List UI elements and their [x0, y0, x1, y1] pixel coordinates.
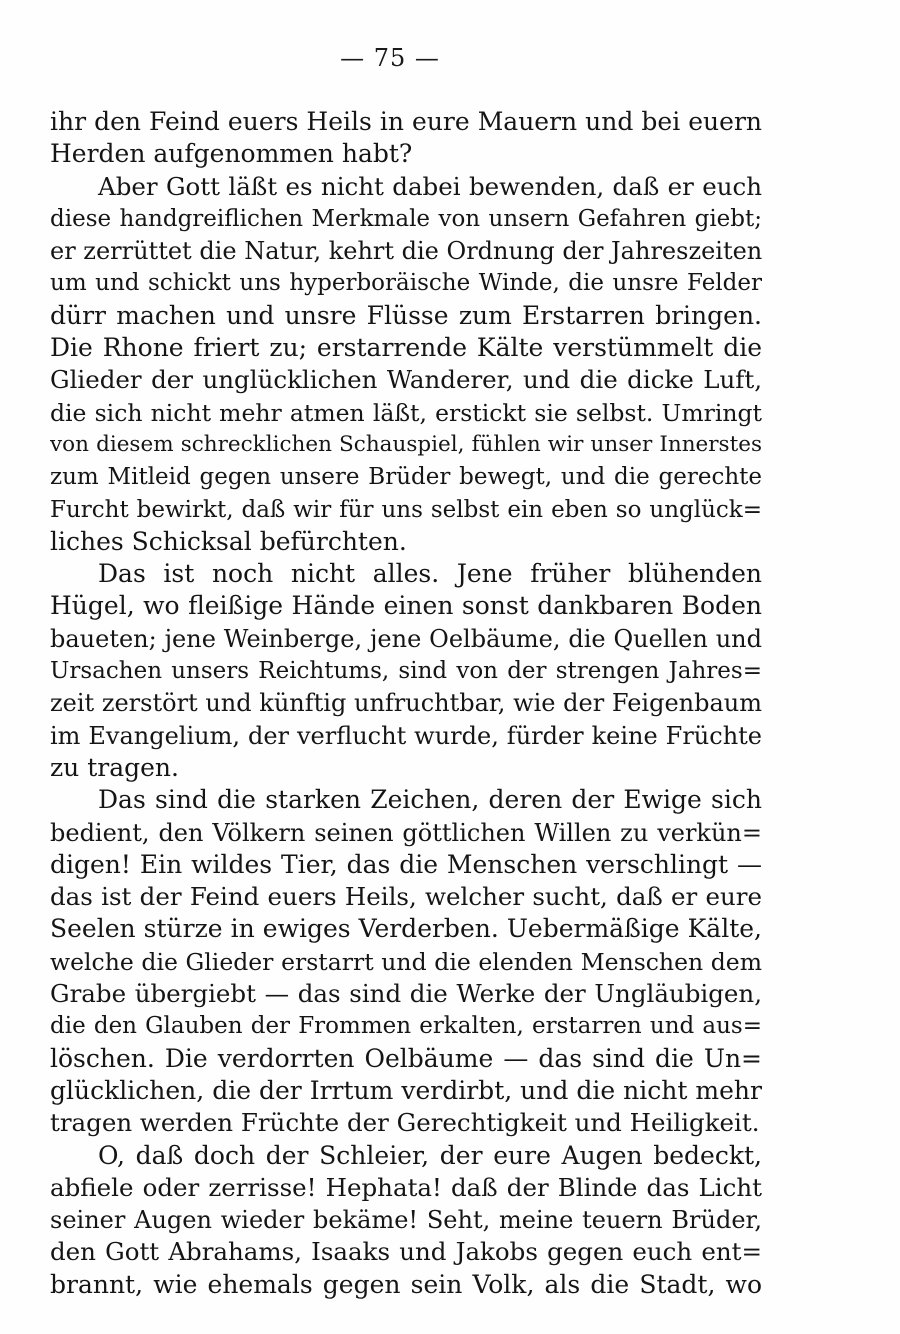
text-line: tragen werden Früchte der Gerechtigkeit und Heiligkeit.	[50, 1108, 760, 1138]
text-line: Grabe übergiebt — das sind die Werke der Ungläubigen,	[50, 979, 762, 1009]
text-line: um und schickt uns hyperboräische Winde, die unsre Felder	[50, 270, 762, 297]
text-line: Das ist noch nicht alles. Jene früher blühenden	[98, 559, 762, 589]
text-line: das ist der Feind euers Heils, welcher sucht, daß er eure	[50, 882, 762, 912]
text-line: Das sind die starken Zeichen, deren der Ewige sich	[98, 785, 762, 815]
text-line: die den Glauben der Frommen erkalten, erstarren und aus=	[50, 1013, 762, 1040]
text-line: digen! Ein wildes Tier, das die Menschen verschlingt —	[50, 849, 762, 879]
text-line: im Evangelium, der verflucht wurde, fürder keine Früchte	[50, 721, 762, 750]
text-line: zeit zerstört und künftig unfruchtbar, wie der Feigenbaum	[50, 689, 762, 718]
text-line: welche die Glieder erstarrt und die elenden Menschen dem	[50, 947, 762, 976]
text-line: Ursachen unsers Reichtums, sind von der strengen Jahres=	[50, 658, 762, 685]
text-line: ihr den Feind euers Heils in eure Mauern und bei euern	[50, 107, 762, 136]
text-line: den Gott Abrahams, Isaaks und Jakobs gegen euch ent=	[50, 1237, 762, 1267]
text-line: seiner Augen wieder bekäme! Seht, meine teuern Brüder,	[50, 1206, 762, 1235]
text-line: Die Rhone friert zu; erstarrende Kälte verstümmelt die	[50, 333, 762, 363]
page-number: — 75 —	[340, 44, 440, 72]
text-line: abfiele oder zerrisse! Hephata! daß der Blinde das Licht	[50, 1172, 762, 1202]
text-line: O, daß doch der Schleier, der eure Augen bedeckt,	[98, 1140, 762, 1170]
text-line: von diesem schrecklichen Schauspiel, fühlen wir unser Innerstes	[50, 431, 762, 457]
text-line: diese handgreiflichen Merkmale von unsern Gefahren giebt;	[50, 205, 762, 232]
text-line: baueten; jene Weinberge, jene Oelbäume, die Quellen und	[50, 624, 762, 653]
body-text	[50, 106, 762, 1301]
text-line: er zerrüttet die Natur, kehrt die Ordnung der Jahreszeiten	[50, 237, 762, 266]
text-line: Seelen stürze in ewiges Verderben. Uebermäßige Kälte,	[50, 914, 762, 944]
text-line: Aber Gott läßt es nicht dabei bewenden, daß er euch	[98, 171, 762, 201]
text-line: die sich nicht mehr atmen läßt, erstickt sie selbst. Umringt	[50, 398, 762, 427]
text-line: zum Mitleid gegen unsere Brüder bewegt, und die gerechte	[50, 464, 762, 491]
text-line: Herden aufgenommen habt?	[50, 139, 413, 169]
text-line: Glieder der unglücklichen Wanderer, und die dicke Luft,	[50, 365, 762, 395]
text-line: zu tragen.	[50, 752, 179, 782]
text-line: Hügel, wo fleißige Hände einen sonst dankbaren Boden	[50, 591, 762, 621]
text-line: bedient, den Völkern seinen göttlichen Willen zu verkün=	[50, 818, 762, 847]
text-line: Furcht bewirkt, daß wir für uns selbst ein eben so unglück=	[50, 496, 762, 523]
text-line: löschen. Die verdorrten Oelbäume — das sind die Un=	[50, 1043, 762, 1073]
text-line: liches Schicksal befürchten.	[50, 526, 407, 556]
text-line: glücklichen, die der Irrtum verdirbt, und die nicht mehr	[50, 1075, 762, 1105]
text-line: dürr machen und unsre Flüsse zum Erstarren bringen.	[50, 300, 762, 330]
text-line: brannt, wie ehemals gegen sein Volk, als die Stadt, wo	[50, 1269, 762, 1299]
